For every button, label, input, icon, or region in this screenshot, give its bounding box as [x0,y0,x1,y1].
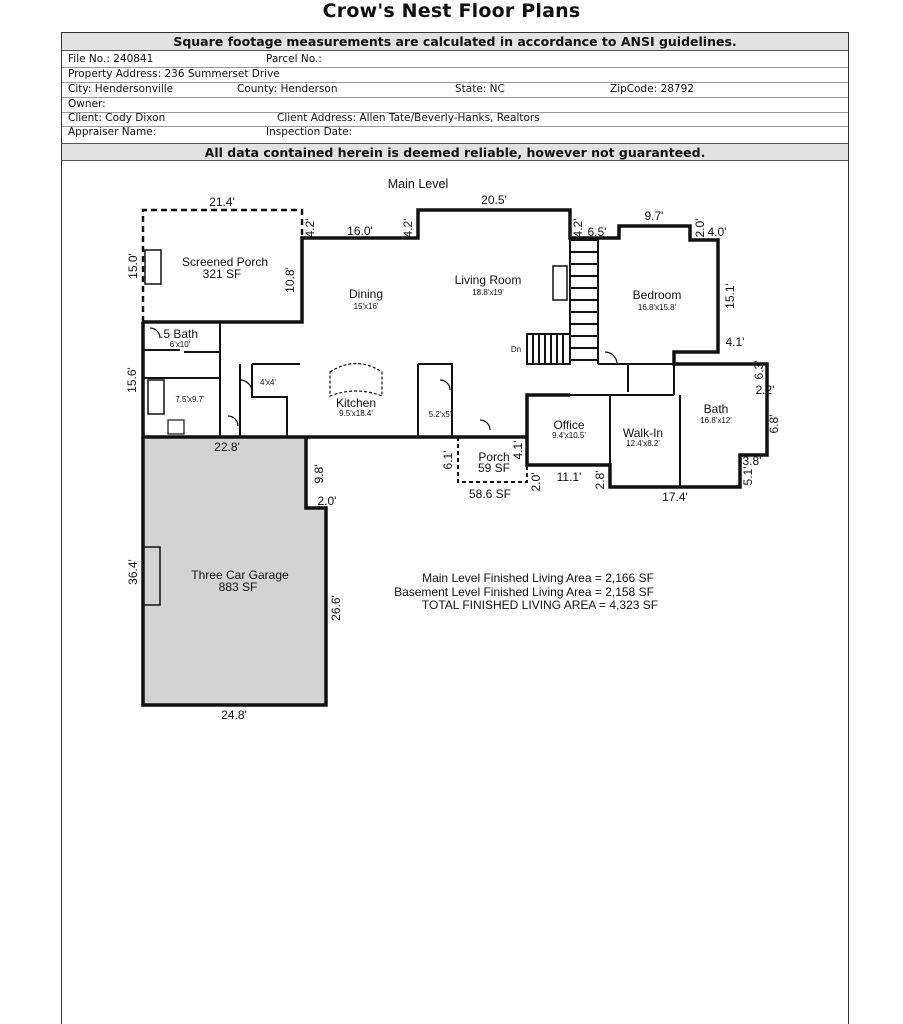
dimension-label: 4.0' [707,225,727,239]
dimension-label: 24.8' [221,708,247,722]
stairs [527,240,598,364]
dimension-label: 20.5' [481,193,507,207]
room-size: 5.2'x5' [428,410,452,419]
dimension-label: 2.2' [755,383,775,397]
zip-code: ZipCode: 28792 [610,83,694,95]
dimension-label: 4.2' [303,218,317,238]
dimension-label: 15.0' [126,253,140,279]
room-name: .5 Bath [159,327,199,341]
file-number: File No.: 240841 [68,53,154,65]
dimension-label: 58.6 SF [468,487,512,501]
room-size: 9.5'x18.4' [339,409,373,418]
dimension-label: 6.8' [767,414,781,434]
fireplace-icon [145,250,161,284]
room-size: 883 SF [218,580,258,594]
owner: Owner: [68,98,106,110]
dimension-label: 2.0' [529,472,543,492]
dimension-label: 4.2' [401,218,415,238]
dimension-label: 2.0' [317,494,337,508]
basement-level-area: Basement Level Finished Living Area = 2,158 SF [394,585,654,599]
room-size: 15'x16' [353,302,379,311]
room-size: 12.4'x8.2' [626,439,660,448]
dimension-label: 36.4' [126,559,140,585]
state: State: NC [455,83,505,95]
county: County: Henderson [237,83,338,95]
room-name: Screened Porch [181,255,269,269]
room-name: Office [553,418,585,432]
ansi-notice: Square footage measurements are calculated in accordance to ANSI guidelines. [62,33,848,51]
washer-icon [148,380,164,414]
room-size: 9.4'x10.5' [552,431,586,440]
room-size: 7.5'x9.7' [175,395,205,404]
room-name: Three Car Garage [191,568,289,582]
dimension-label: 11.1' [556,470,582,484]
dimension-label: 15.6' [125,367,139,393]
room-size: 16.8'x15.8' [637,303,677,312]
main-level-area: Main Level Finished Living Area = 2,166 SF [422,571,654,585]
dimension-label: 15.1' [723,283,737,309]
dimension-label: 4.2' [571,218,585,238]
dimension-label: 4.1' [725,335,745,349]
dimension-label: 6.3' [752,360,766,380]
dimension-label: 6.5' [587,225,607,239]
level-label: Main Level [387,177,449,191]
room-size: 321 SF [202,267,242,281]
stairs-direction: Dn [510,345,522,354]
room-name: Kitchen [335,396,377,410]
dimension-label: 9.8' [312,464,326,484]
parcel-number: Parcel No.: [266,53,322,65]
dimension-label: 16.0' [347,224,373,238]
appraiser-name: Appraiser Name: [68,126,157,138]
client: Client: Cody Dixon [68,112,166,124]
dimension-label: 3.8' [742,454,762,468]
dimension-label: 10.8' [283,267,297,293]
page-title: Crow's Nest Floor Plans [322,0,581,22]
room-name: Living Room [454,273,522,287]
room-size: 16.8'x12' [700,416,732,425]
room-name: Porch [478,450,510,464]
room-size: 18.8'x19' [472,288,504,297]
room-size: 59 SF [477,461,511,475]
inspection-date: Inspection Date: [266,126,353,138]
dimension-label: 2.0' [693,218,707,238]
room-name: Bedroom [632,288,682,302]
client-address: Client Address: Allen Tate/Beverly-Hanks, Realtors [277,112,540,124]
dimension-label: 5.1' [741,466,755,486]
room-size: 4'x4' [260,378,276,387]
dimension-label: 22.8' [214,440,240,454]
fireplace-icon [553,266,567,300]
sink-icon [168,420,184,434]
kitchen-island-icon [330,364,382,397]
dimension-label: 17.4' [662,490,688,504]
room-size: 6'x10' [169,340,191,349]
dimension-label: 6.1' [441,450,455,470]
room-name: Dining [348,287,384,301]
property-address: Property Address: 236 Summerset Drive [68,68,280,80]
dimension-label: 26.6' [329,595,343,621]
city: City: Hendersonville [68,83,174,95]
room-name: Walk-In [622,426,664,440]
dimension-label: 2.8' [593,470,607,490]
dimension-label: 9.7' [644,209,664,223]
total-living-area: TOTAL FINISHED LIVING AREA = 4,323 SF [421,598,659,612]
disclaimer: All data contained herein is deemed reliable, however not guaranteed. [62,143,848,161]
dimension-label: 4.1' [511,440,525,460]
dimension-label: 21.4' [209,195,235,209]
room-name: Bath [703,402,729,416]
